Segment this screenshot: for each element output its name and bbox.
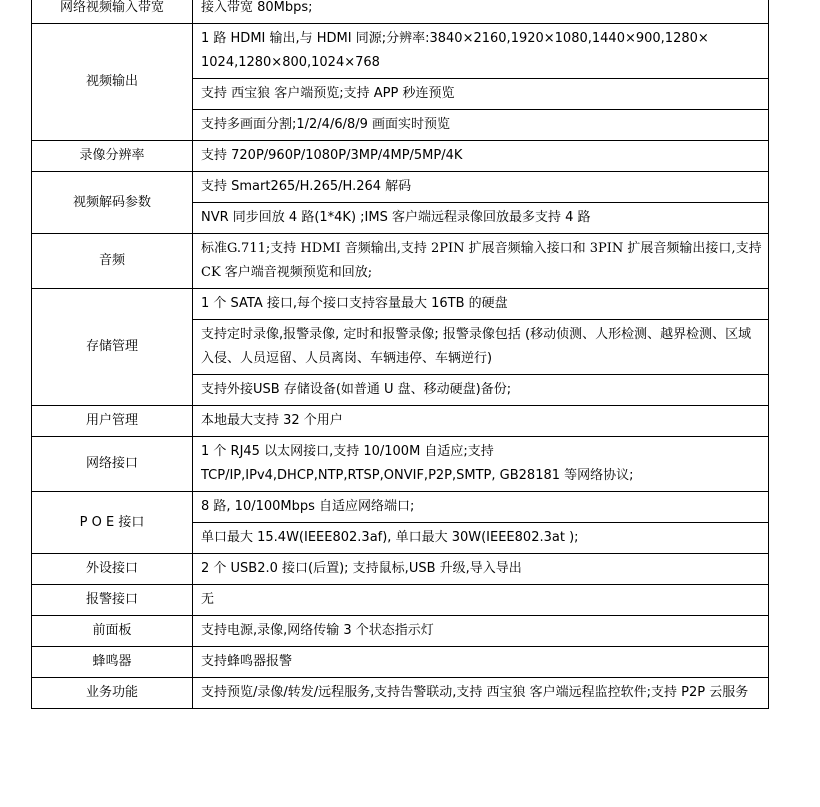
- value-line: 1 路 HDMI 输出,与 HDMI 同源;分辨率:3840×2160,1920×1080,1440×900,1280×: [201, 31, 709, 46]
- row-label: 视频解码参数: [32, 172, 193, 234]
- value-line: TCP/IP,IPv4,DHCP,NTP,RTSP,ONVIF,P2P,SMTP, GB28181 等网络协议;: [201, 468, 634, 483]
- table-row: [32, 24, 769, 79]
- row-value: 标准G.711;支持 HDMI 音频输出,支持 2PIN 扩展音频输入接口和 3PIN 扩展音频输出接口,支持CK 客户端音视频预览和回放;: [193, 234, 769, 289]
- row-value: 支持电源,录像,网络传输 3 个状态指示灯: [193, 616, 769, 647]
- row-label: 音频: [32, 234, 193, 289]
- row-value: 支持外接USB 存储设备(如普通 U 盘、移动硬盘)备份;: [193, 375, 769, 406]
- table-row: [32, 406, 769, 437]
- table-row: [32, 0, 769, 24]
- row-value: 无: [193, 585, 769, 616]
- table-row: [32, 234, 769, 289]
- value-line: 1024,1280×800,1024×768: [201, 55, 380, 70]
- table-row: [32, 678, 769, 709]
- table-row: [32, 585, 769, 616]
- spec-table: [31, 0, 769, 709]
- row-value: 支持定时录像,报警录像, 定时和报警录像; 报警录像包括 (移动侦测、人形检测、越界检测、区域入侵、人员逗留、人员离岗、车辆违停、车辆逆行): [193, 320, 769, 375]
- table-row: [32, 616, 769, 647]
- row-label: 蜂鸣器: [32, 647, 193, 678]
- row-label: 视频输出: [32, 24, 193, 141]
- row-value: 支持 720P/960P/1080P/3MP/4MP/5MP/4K: [193, 141, 769, 172]
- row-value: 接入带宽 80Mbps;: [193, 0, 769, 24]
- table-row: [32, 554, 769, 585]
- value-line: 1 个 RJ45 以太网接口,支持 10/100M 自适应;支持: [201, 444, 494, 459]
- row-label: 网络视频输入带宽: [32, 0, 193, 24]
- row-value: 支持 Smart265/H.265/H.264 解码: [193, 172, 769, 203]
- row-value: [193, 24, 769, 79]
- row-label: 网络接口: [32, 437, 193, 492]
- row-value: NVR 同步回放 4 路(1*4K) ;IMS 客户端远程录像回放最多支持 4 路: [193, 203, 769, 234]
- row-label: 存储管理: [32, 289, 193, 406]
- table-row: [32, 437, 769, 492]
- row-label: P O E 接口: [32, 492, 193, 554]
- row-value: 支持多画面分割;1/2/4/6/8/9 画面实时预览: [193, 110, 769, 141]
- row-label: 业务功能: [32, 678, 193, 709]
- row-value: [193, 437, 769, 492]
- table-row: [32, 647, 769, 678]
- row-label: 录像分辨率: [32, 141, 193, 172]
- row-value: 支持蜂鸣器报警: [193, 647, 769, 678]
- row-label: 用户管理: [32, 406, 193, 437]
- row-value: 支持预览/录像/转发/远程服务,支持告警联动,支持 西宝狼 客户端远程监控软件;支持 P2P 云服务: [193, 678, 769, 709]
- row-value: 2 个 USB2.0 接口(后置); 支持鼠标,USB 升级,导入导出: [193, 554, 769, 585]
- table-row: [32, 492, 769, 523]
- row-value: 本地最大支持 32 个用户: [193, 406, 769, 437]
- row-value: 单口最大 15.4W(IEEE802.3af), 单口最大 30W(IEEE802.3at );: [193, 523, 769, 554]
- table-row: [32, 289, 769, 320]
- row-label: 报警接口: [32, 585, 193, 616]
- row-value: 8 路, 10/100Mbps 自适应网络端口;: [193, 492, 769, 523]
- row-label: 前面板: [32, 616, 193, 647]
- row-value: 1 个 SATA 接口,每个接口支持容量最大 16TB 的硬盘: [193, 289, 769, 320]
- row-value: 支持 西宝狼 客户端预览;支持 APP 秒连预览: [193, 79, 769, 110]
- table-row: [32, 141, 769, 172]
- row-label: 外设接口: [32, 554, 193, 585]
- table-row: [32, 172, 769, 203]
